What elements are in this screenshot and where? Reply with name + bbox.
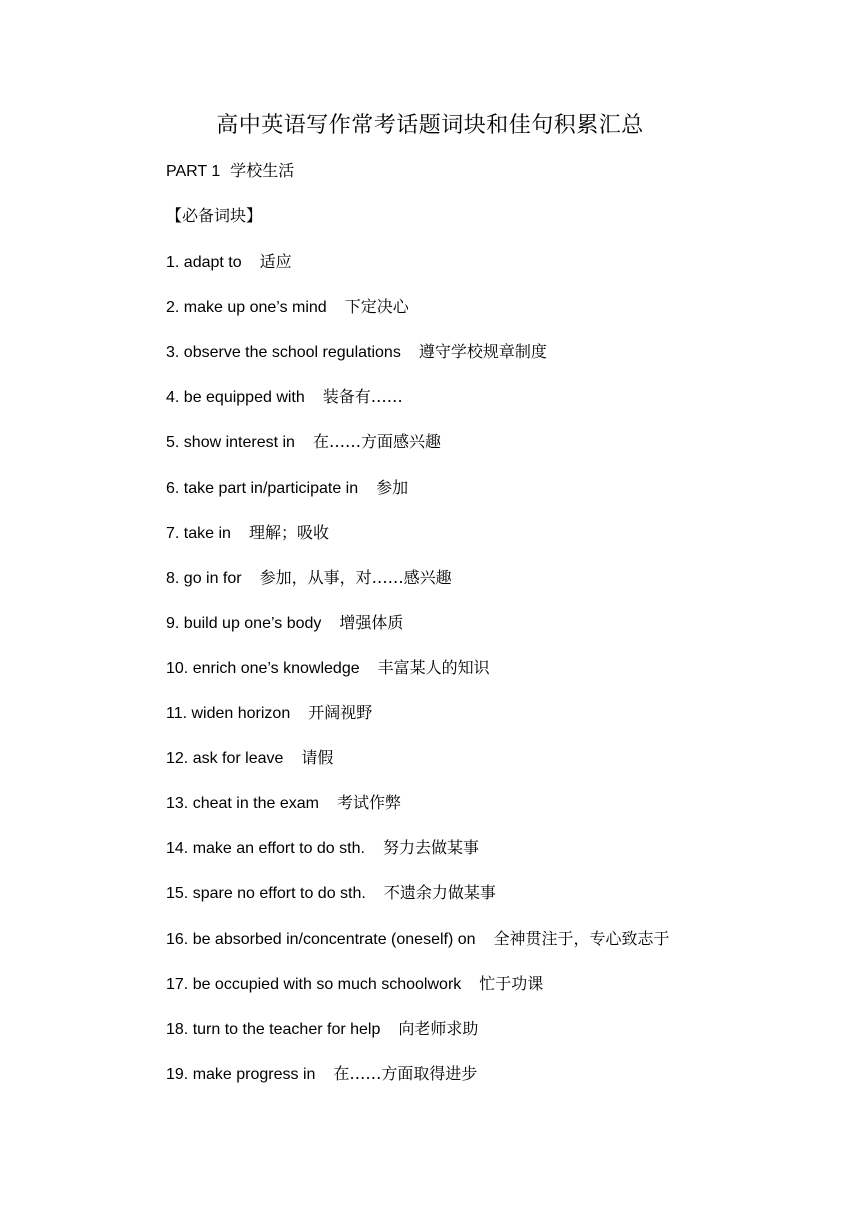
phrase-english: 4. be equipped with bbox=[166, 389, 305, 406]
phrase-english: 2. make up one’s mind bbox=[166, 299, 327, 316]
phrase-chinese: 增强体质 bbox=[339, 613, 404, 632]
phrase-chinese: 遵守学校规章制度 bbox=[418, 342, 547, 361]
phrase-english: 17. be occupied with so much schoolwork bbox=[166, 976, 462, 993]
phrase-chinese: 下定决心 bbox=[344, 297, 409, 316]
phrase-item bbox=[166, 882, 496, 905]
phrase-chinese: 装备有…… bbox=[322, 387, 403, 406]
phrase-english: 13. cheat in the exam bbox=[166, 795, 319, 812]
phrase-chinese: 参加 bbox=[376, 478, 409, 497]
phrase-chinese: 理解；吸收 bbox=[248, 523, 329, 542]
phrase-chinese: 忙于功课 bbox=[479, 974, 544, 993]
phrase-english: 1. adapt to bbox=[166, 254, 242, 271]
phrase-item bbox=[166, 567, 452, 590]
phrase-item bbox=[166, 837, 479, 860]
part-heading-label: PART 1 bbox=[166, 163, 221, 180]
phrase-item bbox=[166, 612, 403, 635]
phrase-english: 8. go in for bbox=[166, 570, 242, 587]
part-heading-topic: 学校生活 bbox=[230, 161, 295, 180]
phrase-chinese: 适应 bbox=[259, 252, 292, 271]
phrase-english: 7. take in bbox=[166, 525, 231, 542]
phrase-item bbox=[166, 747, 333, 770]
document-title: 高中英语写作常考话题词块和佳句积累汇总 bbox=[216, 113, 644, 138]
phrase-english: 9. build up one’s body bbox=[166, 615, 322, 632]
phrase-english: 3. observe the school regulations bbox=[166, 344, 401, 361]
phrase-english: 18. turn to the teacher for help bbox=[166, 1021, 381, 1038]
phrase-english: 16. be absorbed in/concentrate (oneself) on bbox=[166, 931, 476, 948]
phrase-item bbox=[166, 386, 403, 409]
phrase-chinese: 不遗余力做某事 bbox=[383, 883, 496, 902]
phrase-english: 5. show interest in bbox=[166, 434, 295, 451]
phrase-english: 11. widen horizon bbox=[166, 705, 291, 722]
phrase-item bbox=[166, 431, 441, 454]
phrase-item bbox=[166, 341, 547, 364]
phrase-chinese: 丰富某人的知识 bbox=[377, 658, 490, 677]
phrase-item bbox=[166, 477, 408, 500]
phrase-item bbox=[166, 296, 409, 319]
phrase-chinese: 在……方面感兴趣 bbox=[312, 432, 441, 451]
section-heading: 【必备词块】 bbox=[166, 206, 263, 225]
phrase-chinese: 请假 bbox=[301, 748, 334, 767]
phrase-english: 14. make an effort to do sth. bbox=[166, 840, 365, 857]
phrase-item bbox=[166, 1063, 477, 1086]
phrase-chinese: 参加，从事，对……感兴趣 bbox=[259, 568, 452, 587]
phrase-english: 19. make progress in bbox=[166, 1066, 316, 1083]
phrase-item bbox=[166, 1018, 478, 1041]
phrase-item bbox=[166, 928, 670, 951]
phrase-item bbox=[166, 792, 401, 815]
phrase-item bbox=[166, 522, 329, 545]
phrase-item bbox=[166, 973, 543, 996]
phrase-item bbox=[166, 657, 490, 680]
part-heading bbox=[166, 160, 294, 183]
phrase-chinese: 努力去做某事 bbox=[382, 838, 479, 857]
phrase-english: 15. spare no effort to do sth. bbox=[166, 885, 366, 902]
phrase-item bbox=[166, 702, 372, 725]
phrase-english: 6. take part in/participate in bbox=[166, 480, 359, 497]
phrase-chinese: 全神贯注于，专心致志于 bbox=[493, 929, 670, 948]
phrase-english: 12. ask for leave bbox=[166, 750, 284, 767]
phrase-chinese: 向老师求助 bbox=[398, 1019, 479, 1038]
phrase-chinese: 考试作弊 bbox=[336, 793, 401, 812]
phrase-item bbox=[166, 251, 292, 274]
phrase-chinese: 开阔视野 bbox=[308, 703, 373, 722]
phrase-chinese: 在……方面取得进步 bbox=[333, 1064, 478, 1083]
phrase-english: 10. enrich one’s knowledge bbox=[166, 660, 360, 677]
